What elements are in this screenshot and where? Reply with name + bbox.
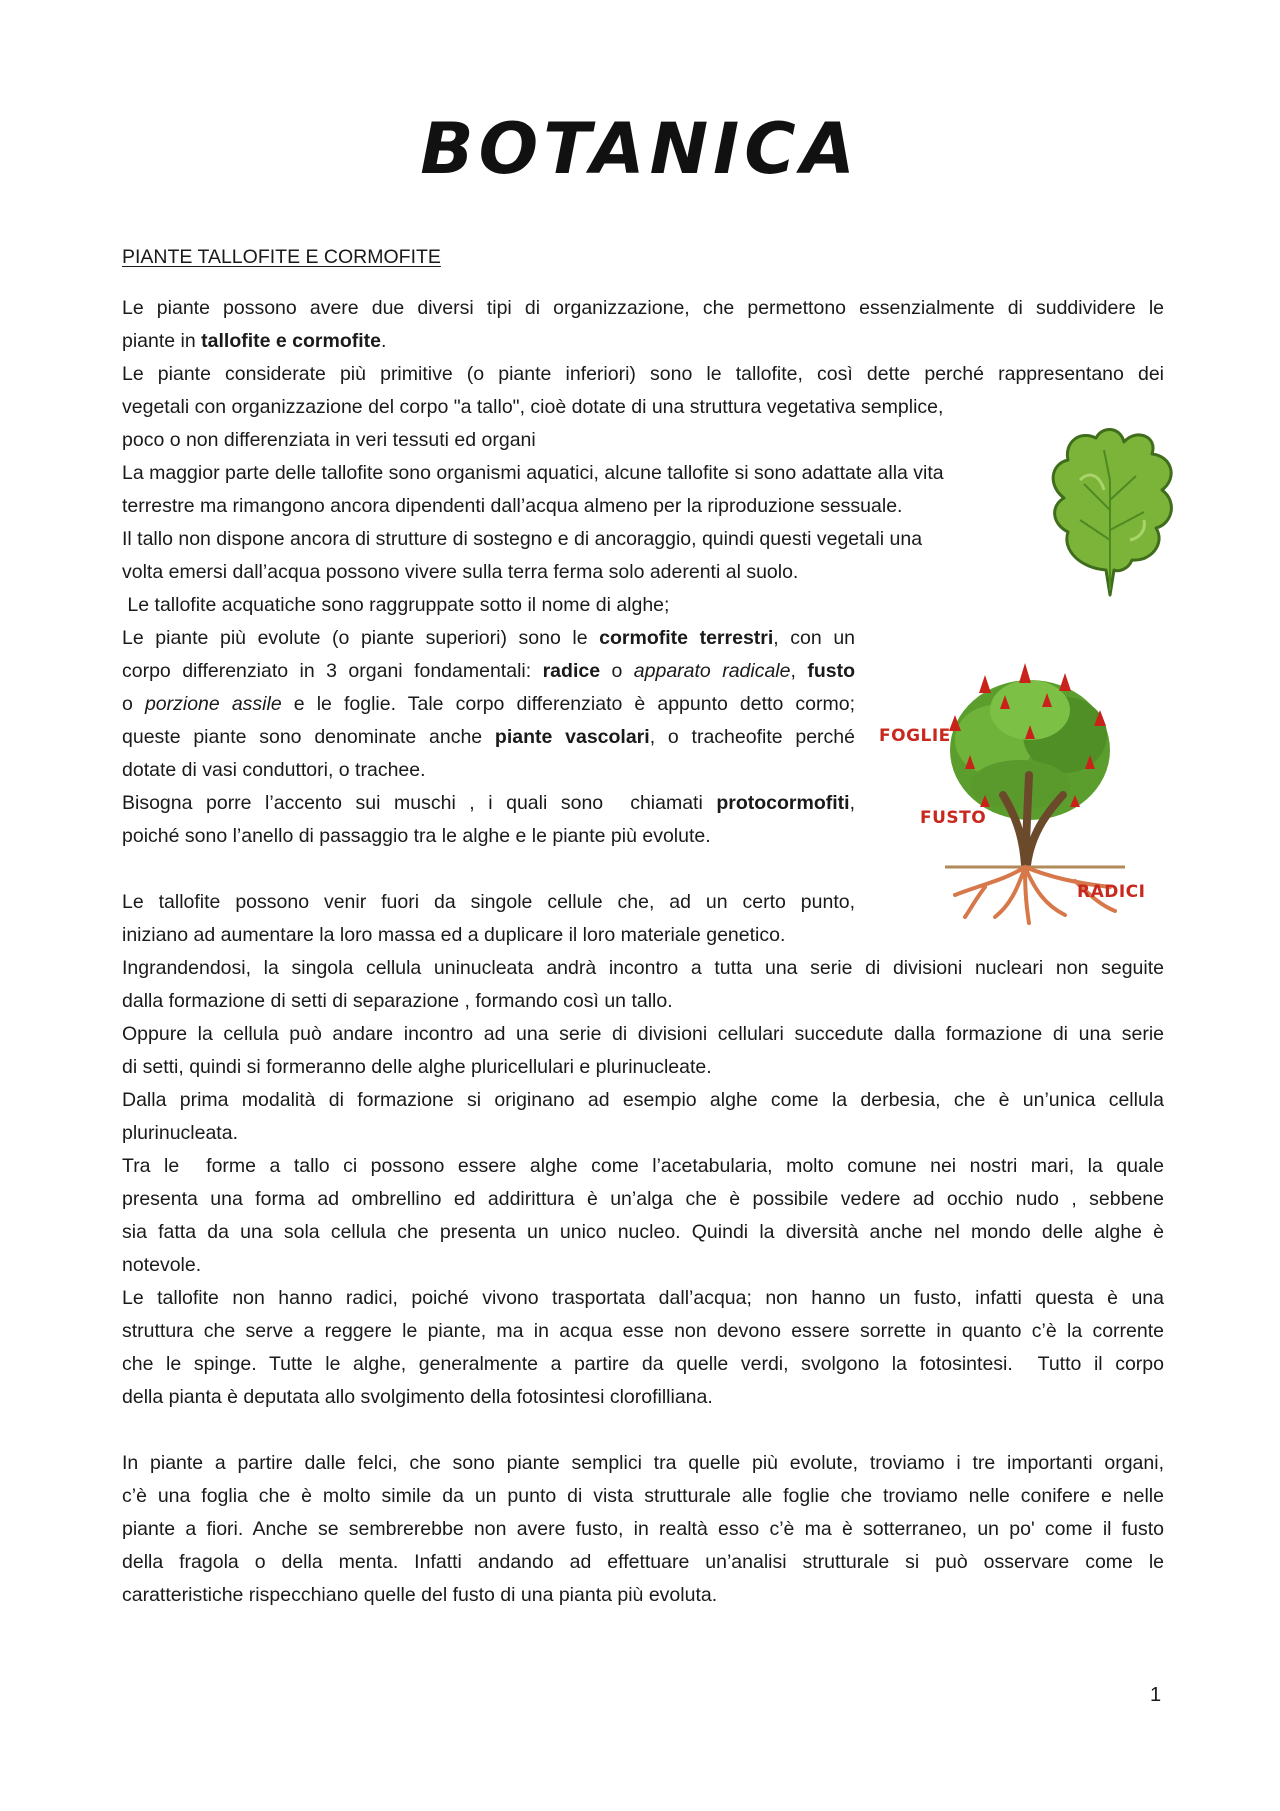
text-line: Le piante considerate più primitive (o piante inferiori) sono le tallofite, così dette perché rappresentano dei (122, 363, 1164, 385)
bold-term: tallofite e cormofite (201, 330, 382, 352)
section-heading: PIANTE TALLOFITE E CORMOFITE (122, 246, 441, 268)
text-line: sia fatta da una sola cellula che presenta un unico nucleo. Quindi la diversità anche nel mondo delle alghe è (122, 1221, 1164, 1243)
text-line: Le tallofite possono venir fuori da singole cellule che, ad un certo punto, (122, 891, 855, 913)
thallus-illustration (1040, 420, 1180, 600)
text-line: di setti, quindi si formeranno delle alghe pluricellulari e plurinucleate. (122, 1056, 712, 1078)
text-line: poiché sono l’anello di passaggio tra le alghe e le piante più evolute. (122, 825, 711, 847)
bold-term: piante vascolari (494, 726, 650, 748)
text-run: o (122, 693, 145, 715)
text-line: Dalla prima modalità di formazione si originano ad esempio alghe come la derbesia, che è un’unica cellula (122, 1089, 1164, 1111)
text-run: . (381, 330, 387, 352)
text-line: plurinucleata. (122, 1122, 238, 1144)
text-line: caratteristiche rispecchiano quelle del fusto di una pianta più evoluta. (122, 1584, 718, 1606)
text-line: Le tallofite non hanno radici, poiché vivono trasportata dall’acqua; non hanno un fusto, infatti questa è una (122, 1287, 1164, 1309)
text-line: Ingrandendosi, la singola cellula uninucleata andrà incontro a tutta una serie di divisioni nucleari non seguite (122, 957, 1164, 979)
text-line: c’è una foglia che è molto simile da un punto di vista strutturale alle foglie che troviamo nelle conifere e nelle (122, 1485, 1164, 1507)
figure-label-leaves: FOGLIE (879, 726, 951, 746)
text-run: corpo differenziato in 3 organi fondamentali: (122, 660, 543, 682)
text-line: presenta una forma ad ombrellino ed addirittura è un’alga che è possibile vedere ad occhio nudo , sebbene (122, 1188, 1164, 1210)
text-line: Le piante possono avere due diversi tipi di organizzazione, che permettono essenzialmente di suddividere le (122, 297, 1164, 319)
figure-label-stem: FUSTO (920, 808, 987, 828)
text-line: volta emersi dall’acqua possono vivere sulla terra ferma solo aderenti al suolo. (122, 561, 799, 583)
text-run: , (790, 660, 808, 682)
text-line (122, 721, 855, 754)
text-run: Le piante più evolute (o piante superiori) sono le (122, 627, 600, 649)
text-line: In piante a partire dalle felci, che sono piante semplici tra quelle più evolute, troviamo i tre importanti organi, (122, 1452, 1164, 1474)
italic-term: apparato radicale (633, 660, 791, 682)
text-line: La maggior parte delle tallofite sono organismi aquatici, alcune tallofite si sono adattate alla vita (122, 462, 944, 484)
text-run: queste piante sono denominate anche (122, 726, 495, 748)
text-run: o (600, 660, 634, 682)
page-number: 1 (1150, 1684, 1162, 1706)
text-line: dalla formazione di setti di separazione , formando così un tallo. (122, 990, 673, 1012)
text-line: vegetali con organizzazione del corpo "a tallo", cioè dotate di una struttura vegetativa semplice, (122, 396, 944, 418)
text-line: piante a fiori. Anche se sembrerebbe non avere fusto, in realtà esso c’è ma è sotterraneo, un po' come il fusto (122, 1518, 1164, 1540)
text-run: e le foglie. Tale corpo differenziato è appunto detto cormo; (281, 693, 855, 715)
bold-term: cormofite terrestri (599, 627, 774, 649)
text-line (122, 325, 386, 358)
text-line: notevole. (122, 1254, 202, 1276)
document-title: BOTANICA (420, 108, 860, 190)
text-line: poco o non differenziata in veri tessuti ed organi (122, 429, 536, 451)
text-line: struttura che serve a reggere le piante, ma in acqua esse non devono essere sorrette in quanto c’è la corrente (122, 1320, 1164, 1342)
bold-term: radice (542, 660, 601, 682)
thallus-shape (1053, 429, 1171, 595)
text-run: piante in (122, 330, 202, 352)
figure-label-roots: RADICI (1077, 882, 1146, 902)
text-line: Oppure la cellula può andare incontro ad una serie di divisioni cellulari succedute dalla formazione di una serie (122, 1023, 1164, 1045)
bold-term: protocormofiti (716, 792, 850, 814)
text-line: terrestre ma rimangono ancora dipendenti dall’acqua almeno per la riproduzione sessuale. (122, 495, 903, 517)
text-run: , (849, 792, 855, 814)
text-run: , con un (773, 627, 856, 649)
text-line (122, 655, 855, 688)
text-line: iniziano ad aumentare la loro massa ed a duplicare il loro materiale genetico. (122, 924, 786, 946)
text-line: dotate di vasi conduttori, o trachee. (122, 759, 426, 781)
text-line: della pianta è deputata allo svolgimento della fotosintesi clorofilliana. (122, 1386, 713, 1408)
text-line (122, 787, 855, 820)
italic-term: porzione assile (144, 693, 282, 715)
text-line: Tra le forme a tallo ci possono essere alghe come l’acetabularia, molto comune nei nostri mari, la quale (122, 1155, 1164, 1177)
text-line: Le tallofite acquatiche sono raggruppate sotto il nome di alghe; (122, 594, 670, 616)
text-run: Bisogna porre l’accento sui muschi , i quali sono chiamati (122, 792, 717, 814)
text-line (122, 688, 855, 721)
text-line: che le spinge. Tutte le alghe, generalmente a partire da quelle verdi, svolgono la fotosintesi. Tutto il corpo (122, 1353, 1164, 1375)
text-line: Il tallo non dispone ancora di strutture di sostegno e di ancoraggio, quindi questi vegetali una (122, 528, 923, 550)
text-line: della fragola o della menta. Infatti andando ad effettuare un’analisi strutturale si può osservare come le (122, 1551, 1164, 1573)
text-run: , o tracheofite perché (649, 726, 855, 748)
bold-term: fusto (807, 660, 856, 682)
text-line (122, 622, 855, 655)
